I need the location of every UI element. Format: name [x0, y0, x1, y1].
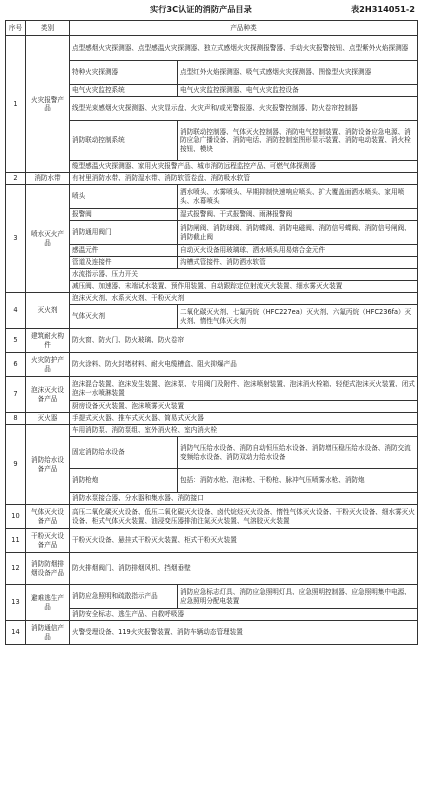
product-items: 车用消防泵、消防泵组、室外消火栓、室内消火栓: [70, 425, 418, 437]
product-items: 泡沫混合装置、泡沫发生装置、泡沫泵、专用阀门及附件、泡沫喷射装置、泡沫消火栓箱、轻便式泡沫灭火装置、闭式泡沫一水喷淋装置: [70, 377, 418, 401]
table-row: [6, 173, 418, 185]
row-category: 消防给水设备产品: [26, 425, 70, 505]
table-header-row: [6, 21, 418, 36]
row-number: 8: [6, 413, 26, 425]
product-items: 水流指示器、压力开关: [70, 269, 418, 281]
row-category: 火灾报警产品: [26, 36, 70, 173]
row-category: 消防防烟排烟设备产品: [26, 553, 70, 585]
product-items: 消防气压给水设备、消防自动恒压给水设备、消防增压稳压给水设备、消防交流变频给水设备、消防双动力给水设备: [178, 437, 418, 469]
product-items: 干粉灭火设备、悬挂式干粉灭火装置、柜式干粉灭火装置: [70, 529, 418, 553]
table-row: [6, 329, 418, 353]
row-category: 灭火器: [26, 413, 70, 425]
row-number: 11: [6, 529, 26, 553]
row-number: 5: [6, 329, 26, 353]
product-items: 包括：消防水枪、泡沫枪、干粉枪、脉冲气压喷雾水枪、消防炮: [178, 469, 418, 493]
row-number: 6: [6, 353, 26, 377]
product-subcategory: 特种火灾探测器: [70, 61, 178, 85]
product-items: 消防水泵接合器、分水器和集水器、消防接口: [70, 493, 418, 505]
row-category: 喷水灭火产品: [26, 185, 70, 293]
product-items: 自动灭火设备用玻璃球、洒水喷头用易熔合金元件: [178, 245, 418, 257]
product-items: 减压阀、加速器、末端试水装置、预作用装置、自动跟踪定位射流灭火装置、细水雾灭火装置: [70, 281, 418, 293]
row-number: 2: [6, 173, 26, 185]
header-products: 产品种类: [70, 21, 418, 36]
table-row: [6, 553, 418, 585]
product-items: 防火窗、防火门、防火玻璃、防火卷帘: [70, 329, 418, 353]
product-table: [5, 20, 418, 645]
row-category: 避难逃生产品: [26, 585, 70, 621]
row-category: 灭火剂: [26, 293, 70, 329]
row-category: 消防通信产品: [26, 621, 70, 645]
product-subcategory: 消防应急照明和疏散指示产品: [70, 585, 178, 609]
product-items: 电气火灾监控探测器、电气火灾监控设备: [178, 85, 418, 97]
table-row: [6, 621, 418, 645]
table-row: [6, 425, 418, 437]
product-items: 消防闸阀、消防球阀、消防蝶阀、消防电磁阀、消防信号蝶阀、消防信号闸阀、消防截止阀: [178, 221, 418, 245]
product-items: 消防安全标志、逃生产品、自救呼吸器: [70, 609, 418, 621]
product-items: 线型光束感烟火灾探测器、火灾显示盘、火灾声和/或光警报器、火灾报警控制器、防火卷帘控制器: [70, 97, 418, 121]
product-items: 点型红外火焰探测器、吸气式感烟火灾探测器、图像型火灾探测器: [178, 61, 418, 85]
header-category: 类别: [26, 21, 70, 36]
product-subcategory: 电气火灾监控系统: [70, 85, 178, 97]
document-header: [0, 4, 421, 18]
row-number: 9: [6, 425, 26, 505]
product-items: 消防应急标志灯具、消防应急照明灯具、应急照明控制器、应急照明集中电源、应急照明分配电装置: [178, 585, 418, 609]
row-number: 13: [6, 585, 26, 621]
product-items: 泡沫灭火剂、水系灭火剂、干粉灭火剂: [70, 293, 418, 305]
row-category: 气体灭火设备产品: [26, 505, 70, 529]
row-category: 干粉灭火设备产品: [26, 529, 70, 553]
product-items: 火警受理设备、119火灾报警装置、消防车辆动态管理装置: [70, 621, 418, 645]
row-number: 4: [6, 293, 26, 329]
table-row: [6, 36, 418, 61]
product-items: 缆型感温火灾探测器、家用火灾报警产品、城市消防远程监控产品、可燃气体探测器: [70, 161, 418, 173]
table-row: [6, 585, 418, 609]
product-items: 厨房设备灭火装置、泡沫喷雾灭火装置: [70, 401, 418, 413]
product-items: 高压二氧化碳灭火设备、低压二氧化碳灭火设备、卤代烷烃灭火设备、惰性气体灭火设备、干粉灭火设备、细水雾灭火设备、柜式气体灭火装置、油浸变压器排油注氮灭火装置、气溶胶灭火装置: [70, 505, 418, 529]
document-title: 实行3C认证的消防产品目录: [150, 4, 252, 14]
product-items: 防火排烟阀门、消防排烟风机、挡烟垂壁: [70, 553, 418, 585]
row-number: 7: [6, 377, 26, 413]
row-category: 建筑耐火构件: [26, 329, 70, 353]
table-row: [6, 353, 418, 377]
product-subcategory: 报警阀: [70, 209, 178, 221]
product-subcategory: 消防联动控制系统: [70, 121, 178, 161]
product-subcategory: 消防枪炮: [70, 469, 178, 493]
row-number: 10: [6, 505, 26, 529]
table-id: 表2H314051-2: [350, 4, 415, 14]
product-items: 手提式灭火器、推车式灭火器、简易式灭火器: [70, 413, 418, 425]
row-category: 泡沫灭火设备产品: [26, 377, 70, 413]
product-items: 二氧化碳灭火剂、七氟丙烷（HFC227ea）灭火剂、六氟丙烷（HFC236fa）灭火剂、惰性气体灭火剂: [178, 305, 418, 329]
product-items: 点型感烟火灾探测器、点型感温火灾探测器、独立式感烟火灾探测报警器、手动火灾报警按钮、点型紫外火焰探测器: [70, 36, 418, 61]
product-items: 湿式报警阀、干式报警阀、雨淋报警阀: [178, 209, 418, 221]
product-subcategory: 喷头: [70, 185, 178, 209]
table-row: [6, 377, 418, 401]
product-items: 洒水喷头、水雾喷头、早期抑制快速响应喷头、扩大覆盖面洒水喷头、家用喷头、水幕喷头: [178, 185, 418, 209]
row-category: 火灾防护产品: [26, 353, 70, 377]
product-items: 沟槽式管接件、消防洒水软管: [178, 257, 418, 269]
product-subcategory: 感温元件: [70, 245, 178, 257]
table-row: [6, 413, 418, 425]
product-subcategory: 消防通用阀门: [70, 221, 178, 245]
product-items: 有衬里消防水带、消防湿水带、消防软管卷盘、消防吸水软管: [70, 173, 418, 185]
row-number: 3: [6, 185, 26, 293]
table-row: [6, 529, 418, 553]
table-row: [6, 293, 418, 305]
table-row: [6, 505, 418, 529]
product-subcategory: 气体灭火剂: [70, 305, 178, 329]
row-number: 1: [6, 36, 26, 173]
product-items: 防火涂料、防火封堵材料、耐火电缆槽盒、阻火抑爆产品: [70, 353, 418, 377]
header-no: 序号: [6, 21, 26, 36]
table-row: [6, 185, 418, 209]
product-subcategory: 管道及连接件: [70, 257, 178, 269]
product-subcategory: 固定消防给水设备: [70, 437, 178, 469]
row-category: 消防水带: [26, 173, 70, 185]
row-number: 14: [6, 621, 26, 645]
product-items: 消防联动控制器、气体灭火控制器、消防电气控制装置、消防设备应急电源、消防应急广播设备、消防电话、消防控制室图形显示装置、消防电动装置、消火栓按钮、模块: [178, 121, 418, 161]
row-number: 12: [6, 553, 26, 585]
